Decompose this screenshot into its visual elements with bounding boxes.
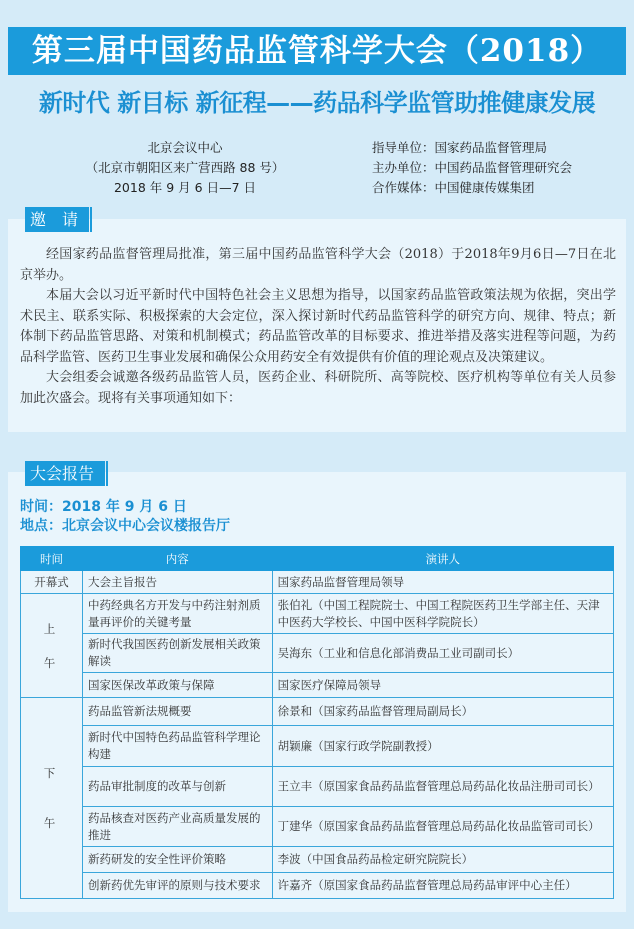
table-row [21,571,614,594]
header-content: 内容 [82,547,272,571]
table-row [21,847,614,873]
organizer-media: 合作媒体：中国健康传媒集团 [372,180,535,195]
cell-speaker: 丁建华（原国家食品药品监督管理总局药品化妆品监管司司长） [272,807,613,847]
report-meta [20,498,230,536]
cell-morning: 上午 [21,594,83,698]
report-time: 时间：2018 年 9 月 6 日 [20,499,187,515]
table-row [21,634,614,673]
table-row [21,873,614,899]
invitation-label: 邀 请 [25,207,89,232]
paragraph: 大会组委会诚邀各级药品监管人员，医药企业、科研院所、高等院校、医疗机构等单位有关人员参加此次盛会。现将有关事项通知如下： [20,370,616,406]
venue-address: （北京市朝阳区来广营西路 88 号） [85,160,285,175]
table-row [21,594,614,634]
table-row [21,767,614,807]
organizer-host: 主办单位：中国药品监督管理研究会 [372,160,573,175]
cell-speaker: 国家医疗保障局领导 [272,673,613,698]
cell-content: 新药研发的安全性评价策略 [82,847,272,873]
header-speaker: 演讲人 [272,547,613,571]
cell-speaker: 许嘉齐（原国家食品药品监督管理总局药品审评中心主任） [272,873,613,899]
paragraph: 本届大会以习近平新时代中国特色社会主义思想为指导，以国家药品监管政策法规为依据，突出学术民主、联系实际、积极探索的大会定位，深入探讨新时代药品监管科学的研究方向、规律、特点；新体制下药品监管思路、对策和机制模式；药品监管改革的目标要求、推进举措及落实进程等问题，为药品科学监管、医药卫生事业发展和确保公众用药安全有效提供有价值的理论观点及决策建议。 [20,288,616,365]
table-row [21,807,614,847]
cell-content: 中药经典名方开发与中药注射剂质量再评价的关键考量 [82,594,272,634]
cell-speaker: 吴海东（工业和信息化部消费品工业司副司长） [272,634,613,673]
cell-content: 新时代中国特色药品监管科学理论构建 [82,726,272,767]
cell-speaker: 徐景和（国家药品监督管理局副局长） [272,698,613,726]
report-place: 地点：北京会议中心会议楼报告厅 [20,518,230,534]
venue-info [60,138,310,198]
cell-content: 药品审批制度的改革与创新 [82,767,272,807]
cell-afternoon: 下午 [21,698,83,899]
schedule-table [20,546,614,899]
cell-content: 新时代我国医药创新发展相关政策解读 [82,634,272,673]
cell-content: 药品监管新法规概要 [82,698,272,726]
organizers [372,138,572,198]
cell-time: 开幕式 [21,571,83,594]
table-row [21,726,614,767]
cell-content: 创新药优先审评的原则与技术要求 [82,873,272,899]
paragraph: 经国家药品监督管理局批准，第三届中国药品监管科学大会（2018）于2018年9月6日—7日在北京举办。 [20,247,616,283]
table-row [21,673,614,698]
page-title: 第三届中国药品监管科学大会（2018） [8,27,626,75]
table-header [21,547,614,571]
cell-speaker: 张伯礼（中国工程院院士、中国工程院医药卫生学部主任、天津中医药大学校长、中国中医科学院院长） [272,594,613,634]
cell-speaker: 胡颖廉（国家行政学院副教授） [272,726,613,767]
venue-name: 北京会议中心 [147,140,223,155]
cell-speaker: 李波（中国食品药品检定研究院院长） [272,847,613,873]
report-label: 大会报告 [25,461,105,486]
cell-speaker: 王立丰（原国家食品药品监督管理总局药品化妆品注册司司长） [272,767,613,807]
table-row [21,698,614,726]
cell-speaker: 国家药品监督管理局领导 [272,571,613,594]
cell-content: 药品核查对医药产业高质量发展的推进 [82,807,272,847]
page-subtitle: 新时代 新目标 新征程——药品科学监管助推健康发展 [38,89,596,117]
organizer-guide: 指导单位：国家药品监督管理局 [372,140,548,155]
venue-date: 2018 年 9 月 6 日—7 日 [113,180,256,195]
cell-content: 大会主旨报告 [82,571,272,594]
invitation-text [20,245,616,409]
cell-content: 国家医保改革政策与保障 [82,673,272,698]
header-time: 时间 [21,547,83,571]
